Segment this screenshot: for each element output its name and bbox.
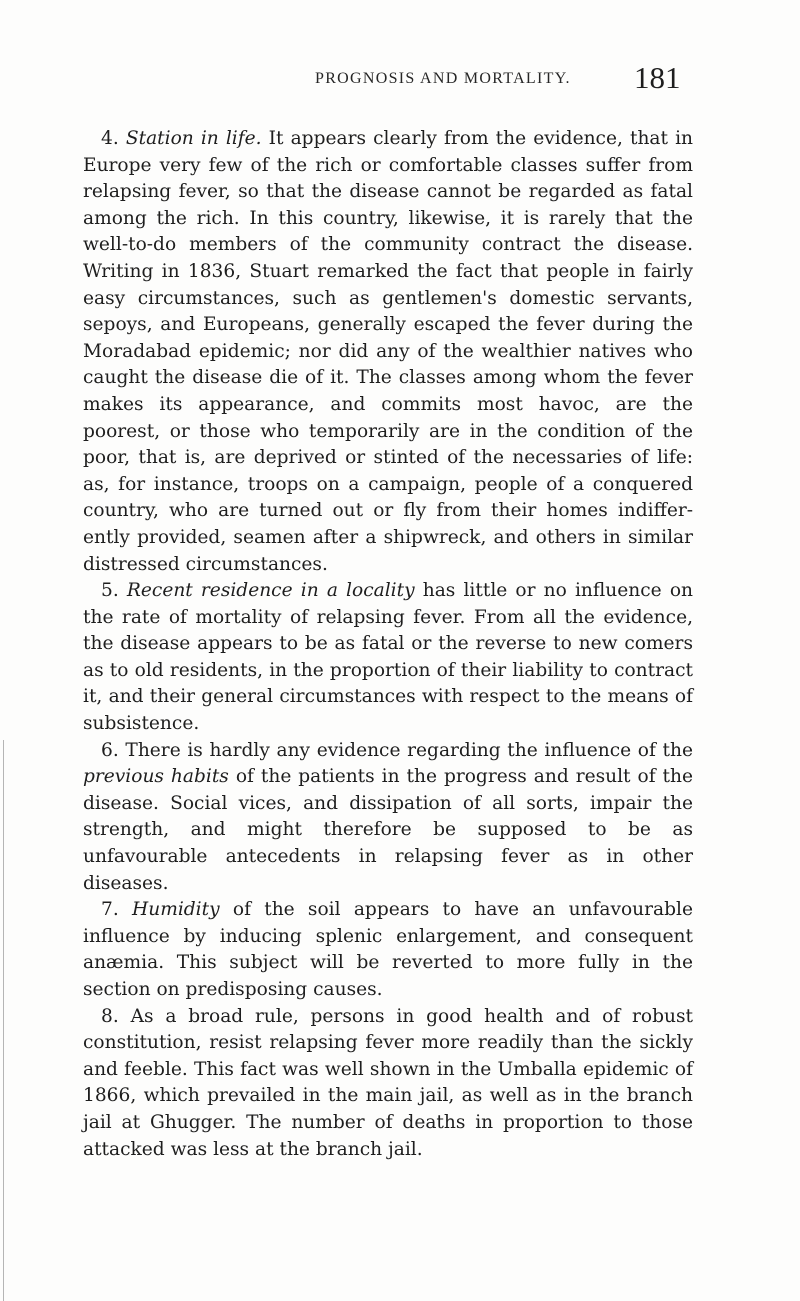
paragraph-humidity — [83, 897, 693, 1003]
body-text — [83, 126, 693, 1163]
running-title: PROGNOSIS AND MORTALITY. — [315, 70, 571, 87]
paragraph-text-after: of the patients in the progress and result of the disease. Social vices, and dissipation of all sorts, impair the strength, and might therefore be supposed to be as unfavourable antecedents in relapsing fever as in other diseases. — [83, 766, 693, 894]
paragraph-text: As a broad rule, persons in good health and of robust constitution, resist relapsing fever more readily than the sickly and feeble. This fact was well shown in the Umballa epidemic of 1866, which prevailed in the main jail, as well as in the branch jail at Ghugger. The number of deaths in proportion to those attacked was less at the branch jail. — [83, 1005, 693, 1160]
paragraph-station-in-life — [83, 126, 693, 578]
paragraph-heading: Recent residence in a locality — [126, 580, 415, 602]
paragraph-heading: Humidity — [132, 899, 220, 921]
page-edge-line — [3, 740, 4, 1301]
paragraph-previous-habits — [83, 738, 693, 898]
paragraph-number: 6. — [101, 739, 119, 761]
page-number: 181 — [634, 60, 681, 95]
paragraph-number: 5. — [101, 580, 119, 602]
paragraph-heading: Station in life. — [125, 128, 262, 149]
paragraph-number: 8. — [101, 1005, 119, 1027]
paragraph-text-before: There is hardly any evidence regarding the influence of the — [125, 739, 693, 761]
paragraph-text: of the soil appears to have an unfavourable influence by inducing splenic enlargement, and consequent anæmia. This subject will be reverted to more fully in the section on predisposing causes. — [83, 899, 693, 1000]
paragraph-robust-constitution — [83, 1004, 693, 1164]
paragraph-emphasis: previous habits — [83, 766, 229, 788]
paragraph-text: has little or no influence on the rate of mortality of relapsing fever. From all the evidence, the disease appears to be as fatal or the reverse to new comers as to old residents, in the proportion of their liability to contract it, and their general circumstances with respect to the means of subsistence. — [83, 580, 693, 735]
running-header — [0, 60, 800, 100]
paragraph-recent-residence — [83, 578, 693, 738]
paragraph-text: It appears clearly from the evidence, that in Europe very few of the rich or comfortable classes suffer from relapsing fever, so that the disease cannot be regarded as fatal among the rich. In this country, likewise, it is rarely that the well-to-do members of the community contract the disease. Writing in 1836, Stuart remarked the fact that people in fairly easy circumstances, such as gentlemen's domestic servants, sepoys, and Europeans, generally escaped the fever during the Moradabad epidemic; nor did any of the wealthier natives who caught the disease die of it. The classes among whom the fever makes its appearance, and commits most havoc, are the poorest, or those who temporarily are in the condition of the poor, that is, are deprived or stinted of the necessaries of life: as, for instance, troops on a campaign, people of a conquered country, who are turned out or fly from their homes indiffer-ently provided, seamen after a shipwreck, and others in similar distressed circumstances. — [83, 128, 694, 575]
paragraph-number: 4. — [101, 128, 119, 149]
paragraph-number: 7. — [101, 899, 119, 921]
